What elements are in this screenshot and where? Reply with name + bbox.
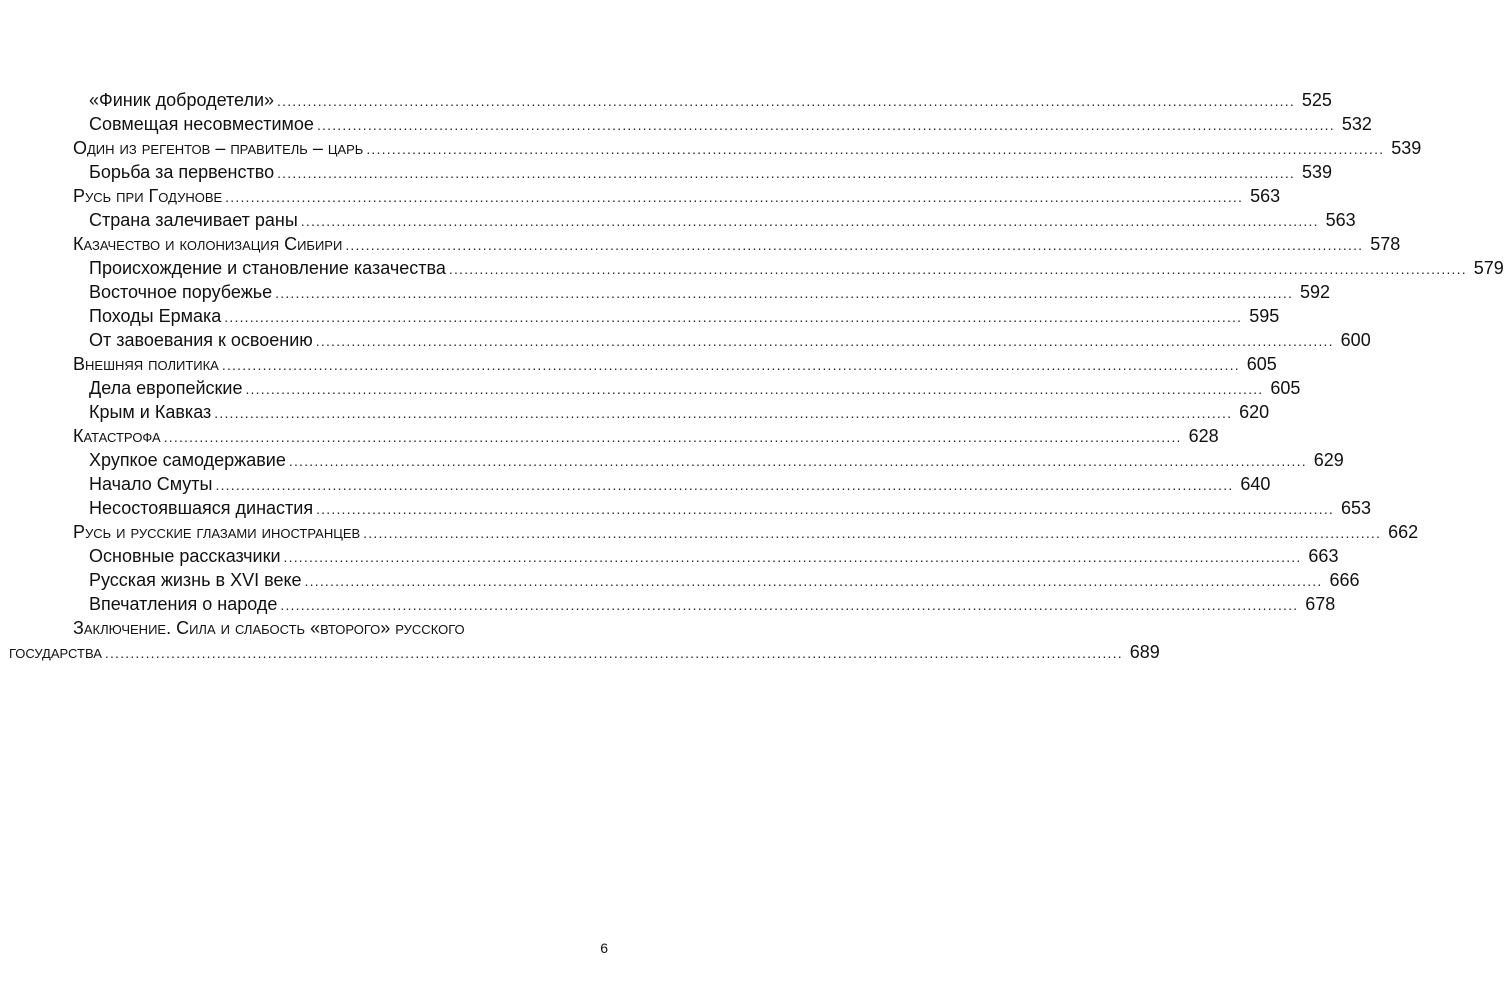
- toc-leader-dots: ........................................................................................................................................................................................................: [225, 189, 1244, 205]
- toc-leader-dots: ........................................................................................................................................................................................................: [280, 597, 1299, 613]
- toc-entry-page: 578: [1370, 234, 1401, 254]
- toc-leader-dots: ........................................................................................................................................................................................................: [300, 213, 1319, 229]
- toc-entry-title: От завоевания к освоению: [89, 330, 313, 350]
- toc-leader-dots: ........................................................................................................................................................................................................: [304, 573, 1323, 589]
- toc-entry-title: Хрупкое самодержавие: [89, 450, 286, 470]
- toc-entry-page: 563: [1325, 210, 1356, 230]
- toc-entry: [73, 520, 1419, 544]
- toc-leader-dots: ........................................................................................................................................................................................................: [221, 357, 1240, 373]
- toc-entry-page: 605: [1270, 378, 1301, 398]
- toc-entry-title: Походы Ермака: [89, 306, 222, 326]
- toc-entry-title: Один из регентов – правитель – царь: [73, 138, 364, 158]
- toc-entry: [89, 496, 1372, 520]
- toc-entry: [73, 136, 1422, 160]
- toc-entry: [73, 424, 1219, 448]
- toc-entry: [73, 184, 1281, 208]
- toc-entry-page: 653: [1340, 498, 1372, 518]
- toc-entry-title: Страна залечивает раны: [89, 210, 298, 230]
- toc-conclusion-entry: [9, 640, 1160, 664]
- toc-leader-dots: ........................................................................................................................................................................................................: [214, 405, 1233, 421]
- toc-leader-dots: ........................................................................................................................................................................................................: [316, 501, 1335, 517]
- toc-entry: [89, 328, 1371, 352]
- toc-entry-page: 595: [1249, 306, 1280, 326]
- toc-leader-dots: ........................................................................................................................................................................................................: [315, 333, 1334, 349]
- toc-leader-dots: ........................................................................................................................................................................................................: [224, 309, 1243, 325]
- toc-entry: [89, 160, 1333, 184]
- toc-entry-page: 620: [1239, 402, 1270, 422]
- toc-entry: [73, 352, 1277, 376]
- toc-entry-title: Борьба за первенство: [89, 162, 275, 182]
- toc-leader-dots: ........................................................................................................................................................................................................: [283, 549, 1302, 565]
- toc-entry-page: 600: [1340, 330, 1371, 350]
- toc-leader-dots: ........................................................................................................................................................................................................: [288, 453, 1307, 469]
- toc-entry-title: «Финик добродетели»: [89, 90, 275, 110]
- toc-leader-dots: ........................................................................................................................................................................................................: [245, 381, 1264, 397]
- page-number: 6: [600, 940, 608, 956]
- toc-entry: [89, 256, 1504, 280]
- toc-entry-page: 539: [1301, 162, 1333, 182]
- toc-entry-title: Русь и русские глазами иностранцев: [73, 522, 361, 542]
- toc-entry-title: Крым и Кавказ: [89, 402, 212, 422]
- toc-entry-title: Внешняя политика: [73, 354, 219, 374]
- toc-entry: [73, 232, 1401, 256]
- toc-entry: [89, 472, 1271, 496]
- toc-entry-page: 525: [1301, 90, 1332, 110]
- toc-leader-dots: ........................................................................................................................................................................................................: [316, 117, 1335, 133]
- toc-entry-page: 532: [1341, 114, 1372, 134]
- toc-entry: [89, 544, 1339, 568]
- toc-entry-title: Русская жизнь в XVI веке: [89, 570, 302, 590]
- toc-entry: [89, 376, 1301, 400]
- toc-conclusion-title-line1: Заключение. Сила и слабость «второго» русского: [73, 618, 465, 638]
- toc-entry: [89, 280, 1331, 304]
- toc-entry-page: 640: [1240, 474, 1271, 494]
- toc-entry-title: Впечатления о народе: [89, 594, 278, 614]
- toc-entry: [89, 400, 1270, 424]
- toc-entry-page: 666: [1329, 570, 1360, 590]
- toc-entry-title: Основные рассказчики: [89, 546, 281, 566]
- toc-leader-dots: ........................................................................................................................................................................................................: [163, 429, 1182, 445]
- toc-conclusion-page: 689: [1129, 642, 1160, 662]
- toc-leader-dots: ........................................................................................................................................................................................................: [104, 645, 1123, 661]
- toc-entry-page: 678: [1305, 594, 1336, 614]
- toc-leader-dots: ........................................................................................................................................................................................................: [275, 285, 1294, 301]
- toc-entry-title: Восточное порубежье: [89, 282, 273, 302]
- toc-entry-title: Катастрофа: [73, 426, 161, 446]
- toc-entry: [89, 208, 1356, 232]
- toc-entry-page: 579: [1473, 258, 1504, 278]
- toc-leader-dots: ........................................................................................................................................................................................................: [366, 141, 1385, 157]
- toc-entry: [89, 304, 1280, 328]
- toc-entry-title: Дела европейские: [89, 378, 243, 398]
- toc-entry-title: Совмещая несовместимое: [89, 114, 314, 134]
- toc-conclusion-title-line2: государства: [9, 642, 102, 662]
- toc-leader-dots: ........................................................................................................................................................................................................: [363, 525, 1382, 541]
- toc-entry-title: Несостоявшаяся династия: [89, 498, 314, 518]
- toc-leader-dots: ........................................................................................................................................................................................................: [345, 237, 1364, 253]
- toc-entry-page: 539: [1391, 138, 1422, 158]
- toc-leader-dots: ........................................................................................................................................................................................................: [448, 261, 1467, 277]
- toc-entry-title: Происхождение и становление казачества: [89, 258, 446, 278]
- toc-leader-dots: ........................................................................................................................................................................................................: [215, 477, 1234, 493]
- toc-entry: [89, 88, 1332, 112]
- toc-entry: [89, 592, 1336, 616]
- toc-leader-dots: ........................................................................................................................................................................................................: [277, 93, 1295, 109]
- toc-entry-page: 663: [1308, 546, 1339, 566]
- toc-entry-page: 628: [1188, 426, 1219, 446]
- toc-entry-title: Начало Смуты: [89, 474, 213, 494]
- toc-entry-page: 563: [1250, 186, 1281, 206]
- toc-entry-page: 629: [1313, 450, 1344, 470]
- toc-entry-title: Казачество и колонизация Сибири: [73, 234, 343, 254]
- toc-entry: [89, 448, 1344, 472]
- toc-entry-page: 605: [1246, 354, 1277, 374]
- toc-leader-dots: ........................................................................................................................................................................................................: [277, 165, 1296, 181]
- toc-entry-page: 662: [1388, 522, 1419, 542]
- toc-entry-page: 592: [1300, 282, 1331, 302]
- toc-entry: [89, 568, 1360, 592]
- toc-entry: [89, 112, 1372, 136]
- toc-entry-title: Русь при Годунове: [73, 186, 223, 206]
